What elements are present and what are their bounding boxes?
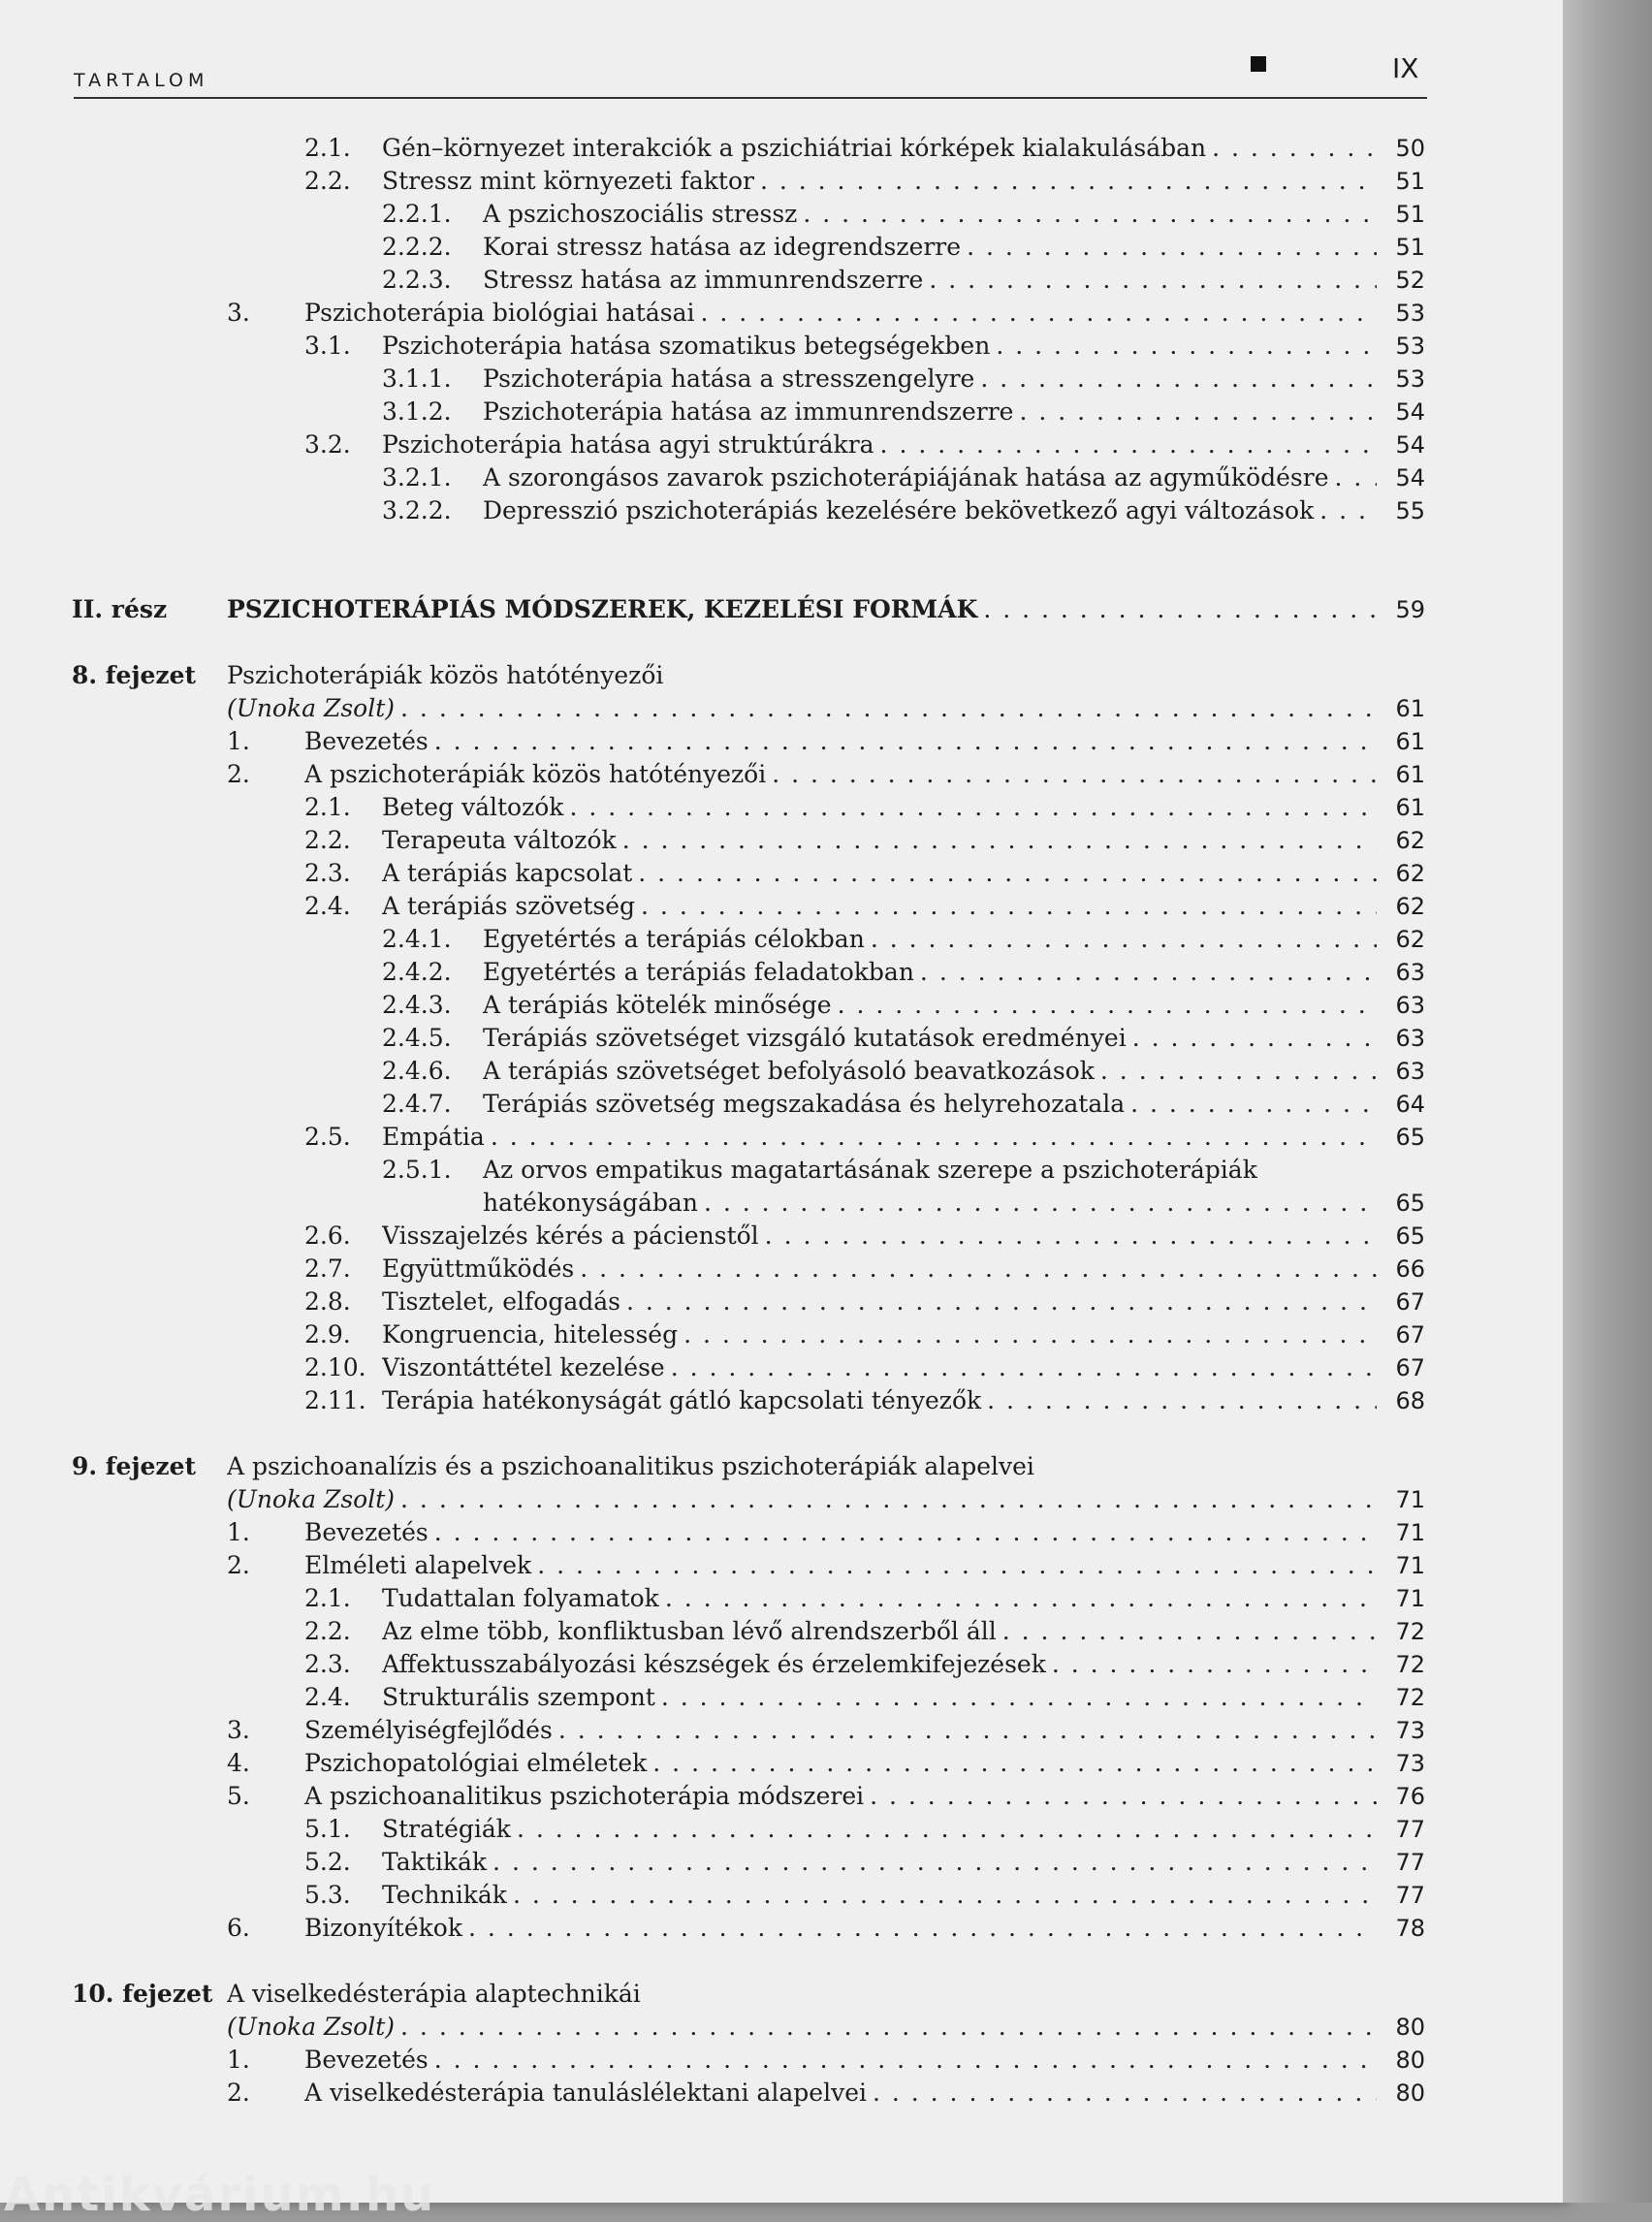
toc-page-number: 71 bbox=[1395, 1519, 1425, 1546]
toc-section-label: 8. fejezet bbox=[72, 661, 197, 689]
page-edge bbox=[1563, 0, 1652, 2203]
toc-entry-title: Stratégiák bbox=[382, 1815, 511, 1843]
toc-entry bbox=[0, 396, 1563, 429]
toc-entry-title: A terápiás szövetség bbox=[382, 892, 636, 920]
toc-page-number: 54 bbox=[1395, 464, 1425, 492]
toc-entry-number: 4. bbox=[227, 1749, 250, 1777]
toc-dot-leader bbox=[864, 1780, 1377, 1813]
toc-page-number: 65 bbox=[1395, 1222, 1425, 1250]
toc-entry bbox=[0, 494, 1563, 527]
toc-entry-title: Stressz mint környezeti faktor bbox=[382, 167, 754, 195]
toc-entry-number: 3.1.1. bbox=[382, 365, 452, 393]
toc-section-label: 10. fejezet bbox=[72, 1980, 213, 2008]
toc-dot-leader bbox=[429, 725, 1377, 758]
toc-page-number: 72 bbox=[1395, 1651, 1425, 1678]
toc-page-number: 64 bbox=[1395, 1091, 1425, 1118]
toc-entry-title: Pszichoterápia biológiai hatásai bbox=[304, 299, 695, 327]
toc-entry-number: 2.4.6. bbox=[382, 1057, 452, 1085]
toc-page-number: 76 bbox=[1395, 1783, 1425, 1810]
toc-entry bbox=[0, 1483, 1563, 1516]
toc-entry-number: 2.2. bbox=[304, 1617, 351, 1645]
toc-entry-number: 2.2. bbox=[304, 826, 351, 854]
toc-page-number: 62 bbox=[1395, 893, 1425, 920]
toc-dot-leader bbox=[766, 758, 1377, 791]
toc-entry-title: Terapeuta változók bbox=[382, 826, 617, 854]
toc-entry-number: 2.8. bbox=[304, 1287, 351, 1316]
toc-page-number: 59 bbox=[1395, 596, 1425, 623]
toc-dot-leader bbox=[1095, 1055, 1377, 1088]
toc-entry-number: 2.11. bbox=[304, 1386, 366, 1414]
toc-entry-title: Bevezetés bbox=[304, 1518, 429, 1546]
toc-entry-title: A pszichoterápiák közös hatótényezői bbox=[304, 760, 767, 788]
toc-entry bbox=[0, 1450, 1563, 1483]
toc-dot-leader bbox=[961, 231, 1377, 264]
toc-entry-title: Bevezetés bbox=[304, 2046, 429, 2074]
toc-entry bbox=[0, 1714, 1563, 1747]
toc-entry-title: Taktikák bbox=[382, 1848, 488, 1876]
toc-entry bbox=[0, 1384, 1563, 1417]
toc-entry bbox=[0, 1879, 1563, 1912]
toc-entry-title: A terápiás kötelék minősége bbox=[483, 991, 832, 1019]
toc-dot-leader bbox=[553, 1714, 1377, 1747]
toc-entry-title: Bevezetés bbox=[304, 727, 429, 755]
toc-dot-leader bbox=[647, 1747, 1377, 1780]
toc-entry-number: 3.1.2. bbox=[382, 397, 452, 426]
running-header-label: TARTALOM bbox=[74, 70, 209, 91]
toc-entry-title: Pszichoterápia hatása agyi struktúrákra bbox=[382, 430, 874, 459]
toc-entry bbox=[0, 1318, 1563, 1351]
toc-dot-leader bbox=[1206, 132, 1377, 165]
toc-entry-number: 5. bbox=[227, 1782, 250, 1810]
toc-dot-leader bbox=[914, 956, 1377, 989]
toc-page-number: 77 bbox=[1395, 1882, 1425, 1909]
toc-page-number: 50 bbox=[1395, 135, 1425, 162]
toc-entry bbox=[0, 1780, 1563, 1813]
toc-page-number: 71 bbox=[1395, 1585, 1425, 1612]
toc-entry-number: 1. bbox=[227, 1518, 250, 1546]
toc-entry bbox=[0, 1088, 1563, 1121]
toc-page-number: 52 bbox=[1395, 267, 1425, 294]
toc-page-number: 54 bbox=[1395, 398, 1425, 426]
toc-page-number: 61 bbox=[1395, 761, 1425, 788]
toc-page-number: 51 bbox=[1395, 168, 1425, 195]
toc-dot-leader bbox=[531, 1549, 1377, 1582]
toc-entry bbox=[0, 1681, 1563, 1714]
toc-entry-number: 2.7. bbox=[304, 1254, 351, 1283]
toc-entry-title: (Unoka Zsolt) bbox=[227, 694, 396, 722]
toc-page-number: 68 bbox=[1395, 1387, 1425, 1414]
toc-dot-leader bbox=[797, 198, 1377, 231]
toc-entry-title: Terápiás szövetséget vizsgáló kutatások eredményei bbox=[483, 1024, 1127, 1052]
toc-entry-title: Pszichoterápiák közös hatótényezői bbox=[227, 661, 664, 689]
toc-page-number: 67 bbox=[1395, 1354, 1425, 1381]
toc-dot-leader bbox=[485, 1121, 1377, 1154]
toc-dot-leader bbox=[655, 1681, 1377, 1714]
toc-dot-leader bbox=[617, 824, 1377, 857]
toc-entry-title: Korai stressz hatása az idegrendszerre bbox=[483, 233, 962, 261]
toc-entry bbox=[0, 989, 1563, 1022]
toc-entry-number: 2.4.7. bbox=[382, 1090, 452, 1118]
toc-entry-number: 2.3. bbox=[304, 1650, 351, 1678]
toc-entry-number: 2.5. bbox=[304, 1123, 351, 1151]
toc-dot-leader bbox=[635, 890, 1377, 923]
toc-entry bbox=[0, 1978, 1563, 2011]
toc-entry-number: 2.6. bbox=[304, 1222, 351, 1250]
toc-entry bbox=[0, 461, 1563, 494]
toc-entry bbox=[0, 297, 1563, 330]
toc-entry bbox=[0, 2077, 1563, 2110]
toc-dot-leader bbox=[997, 1615, 1377, 1648]
toc-page-number: 63 bbox=[1395, 959, 1425, 986]
toc-entry-number: 3. bbox=[227, 299, 250, 327]
toc-dot-leader bbox=[698, 1187, 1377, 1220]
toc-entry-title: Az orvos empatikus magatartásának szerepe a pszichoterápiák bbox=[483, 1156, 1257, 1184]
toc-entry-title: Terápiás szövetség megszakadása és helyrehozatala bbox=[483, 1090, 1126, 1118]
toc-entry bbox=[0, 1286, 1563, 1318]
toc-dot-leader bbox=[487, 1846, 1377, 1879]
toc-entry-title: Strukturális szempont bbox=[382, 1683, 655, 1711]
toc-entry-title: A viselkedésterápia tanuláslélektani alapelvei bbox=[304, 2079, 867, 2107]
toc-page-number: 61 bbox=[1395, 695, 1425, 722]
toc-dot-leader bbox=[977, 593, 1377, 626]
toc-entry-title: Egyetértés a terápiás célokban bbox=[483, 925, 865, 953]
toc-entry bbox=[0, 1846, 1563, 1879]
toc-page-number: 65 bbox=[1395, 1124, 1425, 1151]
toc-entry-title: Pszichoterápia hatása szomatikus betegségekben bbox=[382, 332, 991, 360]
toc-entry bbox=[0, 692, 1563, 725]
toc-entry bbox=[0, 1582, 1563, 1615]
toc-entry-title: Egyetértés a terápiás feladatokban bbox=[483, 958, 914, 986]
toc-entry bbox=[0, 1912, 1563, 1945]
toc-entry-title: Pszichopatológiai elméletek bbox=[304, 1749, 648, 1777]
toc-entry bbox=[0, 1516, 1563, 1549]
toc-entry-title: A szorongásos zavarok pszichoterápiájának hatása az agyműködésre bbox=[483, 463, 1329, 492]
toc-page-number: 63 bbox=[1395, 1025, 1425, 1052]
toc-entry-title: PSZICHOTERÁPIÁS MÓDSZEREK, KEZELÉSI FORMÁK bbox=[227, 595, 978, 623]
toc-entry-number: 2.1. bbox=[304, 793, 351, 821]
toc-entry-number: 1. bbox=[227, 727, 250, 755]
toc-dot-leader bbox=[563, 791, 1377, 824]
toc-entry-number: 2.4.1. bbox=[382, 925, 452, 953]
toc-entry-number: 2.2.1. bbox=[382, 200, 452, 228]
toc-entry bbox=[0, 1187, 1563, 1220]
toc-entry bbox=[0, 1220, 1563, 1253]
toc-dot-leader bbox=[678, 1318, 1377, 1351]
toc-entry bbox=[0, 429, 1563, 461]
toc-entry-title: Empátia bbox=[382, 1123, 485, 1151]
toc-entry-title: (Unoka Zsolt) bbox=[227, 2013, 396, 2041]
toc-section-label: II. rész bbox=[72, 595, 168, 623]
toc-entry-title: Együttműködés bbox=[382, 1254, 575, 1283]
toc-dot-leader bbox=[1127, 1022, 1377, 1055]
toc-entry-number: 1. bbox=[227, 2046, 250, 2074]
toc-dot-leader bbox=[462, 1912, 1377, 1945]
toc-dot-leader bbox=[1046, 1648, 1377, 1681]
toc-entry bbox=[0, 659, 1563, 692]
toc-dot-leader bbox=[507, 1879, 1377, 1912]
page-number: IX bbox=[1392, 52, 1419, 84]
toc-entry-title: Technikák bbox=[382, 1881, 507, 1909]
toc-entry-number: 5.2. bbox=[304, 1848, 351, 1876]
toc-entry-title: Bizonyítékok bbox=[304, 1914, 463, 1942]
toc-entry-number: 5.3. bbox=[304, 1881, 351, 1909]
toc-dot-leader bbox=[659, 1582, 1377, 1615]
toc-entry-number: 2.4.2. bbox=[382, 958, 452, 986]
toc-entry bbox=[0, 923, 1563, 956]
toc-page-number: 67 bbox=[1395, 1321, 1425, 1349]
toc-dot-leader bbox=[395, 692, 1377, 725]
toc-entry bbox=[0, 1253, 1563, 1286]
toc-entry-title: A terápiás szövetséget befolyásoló beavatkozások bbox=[483, 1057, 1095, 1085]
toc-entry-number: 2.4.3. bbox=[382, 991, 452, 1019]
toc-dot-leader bbox=[429, 1516, 1377, 1549]
toc-entry-number: 2. bbox=[227, 2079, 250, 2107]
toc-entry bbox=[0, 1813, 1563, 1846]
toc-entry-number: 3.2.1. bbox=[382, 463, 452, 492]
toc-entry-title: hatékonyságában bbox=[483, 1189, 698, 1217]
toc-entry-title: Gén–környezet interakciók a pszichiátriai kórképek kialakulásában bbox=[382, 134, 1207, 162]
toc-entry-title: Elméleti alapelvek bbox=[304, 1551, 532, 1579]
toc-entry-title: Stressz hatása az immunrendszerre bbox=[483, 266, 924, 294]
toc-page-number: 62 bbox=[1395, 926, 1425, 953]
toc-page-number: 63 bbox=[1395, 1058, 1425, 1085]
toc-page-number: 80 bbox=[1395, 2014, 1425, 2041]
toc-entry bbox=[0, 1747, 1563, 1780]
toc-entry-number: 2.4. bbox=[304, 1683, 351, 1711]
toc-entry-title: A pszichoanalízis és a pszichoanalitikus pszichoterápiák alapelvei bbox=[227, 1452, 1034, 1480]
toc-page-number: 54 bbox=[1395, 431, 1425, 459]
toc-entry bbox=[0, 330, 1563, 363]
toc-dot-leader bbox=[923, 264, 1377, 297]
toc-entry bbox=[0, 198, 1563, 231]
toc-entry-number: 2.5.1. bbox=[382, 1156, 452, 1184]
toc-entry-number: 5.1. bbox=[304, 1815, 351, 1843]
toc-entry bbox=[0, 264, 1563, 297]
toc-entry-number: 6. bbox=[227, 1914, 250, 1942]
toc-entry bbox=[0, 890, 1563, 923]
toc-page-number: 77 bbox=[1395, 1816, 1425, 1843]
toc-page-number: 66 bbox=[1395, 1255, 1425, 1283]
toc-page-number: 51 bbox=[1395, 234, 1425, 261]
toc-page-number: 51 bbox=[1395, 201, 1425, 228]
toc-entry bbox=[0, 758, 1563, 791]
toc-entry-number: 3.1. bbox=[304, 332, 351, 360]
toc-page-number: 61 bbox=[1395, 794, 1425, 821]
toc-dot-leader bbox=[981, 1384, 1377, 1417]
toc-page-number: 53 bbox=[1395, 333, 1425, 360]
toc-entry-number: 3.2.2. bbox=[382, 496, 452, 524]
toc-entry bbox=[0, 1154, 1563, 1187]
toc-entry-title: (Unoka Zsolt) bbox=[227, 1485, 396, 1513]
toc-entry-title: Affektusszabályozási készségek és érzelemkifejezések bbox=[382, 1650, 1046, 1678]
toc-dot-leader bbox=[665, 1351, 1377, 1384]
toc-entry bbox=[0, 231, 1563, 264]
toc-entry-title: Terápia hatékonyságát gátló kapcsolati tényezők bbox=[382, 1386, 982, 1414]
toc-entry-number: 2.1. bbox=[304, 1584, 351, 1612]
toc-dot-leader bbox=[395, 2011, 1377, 2044]
toc-entry bbox=[0, 857, 1563, 890]
toc-entry bbox=[0, 2011, 1563, 2044]
toc-entry-title: Kongruencia, hitelesség bbox=[382, 1320, 679, 1349]
toc-page-number: 67 bbox=[1395, 1288, 1425, 1316]
toc-dot-leader bbox=[754, 165, 1377, 198]
toc-entry-number: 2.4.5. bbox=[382, 1024, 452, 1052]
toc-section-label: 9. fejezet bbox=[72, 1452, 197, 1480]
toc-entry bbox=[0, 1549, 1563, 1582]
toc-page-number: 53 bbox=[1395, 300, 1425, 327]
toc-page-number: 72 bbox=[1395, 1684, 1425, 1711]
toc-entry bbox=[0, 1055, 1563, 1088]
toc-dot-leader bbox=[1125, 1088, 1377, 1121]
toc-dot-leader bbox=[694, 297, 1377, 330]
toc-entry-number: 2.2. bbox=[304, 167, 351, 195]
toc-page-number: 80 bbox=[1395, 2047, 1425, 2074]
toc-page-number: 78 bbox=[1395, 1915, 1425, 1942]
toc-dot-leader bbox=[574, 1253, 1377, 1286]
toc-page-number: 72 bbox=[1395, 1618, 1425, 1645]
toc-dot-leader bbox=[395, 1483, 1377, 1516]
toc-page-number: 73 bbox=[1395, 1750, 1425, 1777]
toc-entry bbox=[0, 1615, 1563, 1648]
toc-entry-title: Tudattalan folyamatok bbox=[382, 1584, 659, 1612]
toc-entry-number: 3. bbox=[227, 1716, 250, 1744]
toc-dot-leader bbox=[865, 923, 1377, 956]
toc-entry-title: Depresszió pszichoterápiás kezelésére bekövetkező agyi változások bbox=[483, 496, 1315, 524]
toc-entry bbox=[0, 132, 1563, 165]
toc-dot-leader bbox=[620, 1286, 1377, 1318]
toc-page-number: 65 bbox=[1395, 1190, 1425, 1217]
toc-entry-number: 2.2.2. bbox=[382, 233, 452, 261]
toc-page-number: 62 bbox=[1395, 827, 1425, 854]
toc-entry bbox=[0, 1121, 1563, 1154]
toc-dot-leader bbox=[1329, 461, 1377, 494]
toc-dot-leader bbox=[990, 330, 1377, 363]
toc-dot-leader bbox=[874, 429, 1377, 461]
toc-dot-leader bbox=[429, 2044, 1377, 2077]
toc-entry bbox=[0, 363, 1563, 396]
toc-entry bbox=[0, 1022, 1563, 1055]
toc-entry-number: 2.2.3. bbox=[382, 266, 452, 294]
toc-dot-leader bbox=[867, 2077, 1377, 2110]
toc-page-number: 73 bbox=[1395, 1717, 1425, 1744]
toc-page-number: 80 bbox=[1395, 2079, 1425, 2107]
toc-entry-number: 2.10. bbox=[304, 1353, 366, 1381]
toc-entry-title: A pszichoszociális stressz bbox=[483, 200, 798, 228]
toc-dot-leader bbox=[974, 363, 1377, 396]
toc-page-number: 62 bbox=[1395, 860, 1425, 887]
toc-entry-title: A pszichoanalitikus pszichoterápia módszerei bbox=[304, 1782, 865, 1810]
toc-dot-leader bbox=[511, 1813, 1377, 1846]
toc-entry bbox=[0, 1648, 1563, 1681]
toc-page-number: 71 bbox=[1395, 1486, 1425, 1513]
toc-entry-title: A terápiás kapcsolat bbox=[382, 859, 633, 887]
toc-entry-number: 2. bbox=[227, 760, 250, 788]
toc-entry-number: 2. bbox=[227, 1551, 250, 1579]
toc-dot-leader bbox=[832, 989, 1377, 1022]
toc-entry-number: 2.3. bbox=[304, 859, 351, 887]
watermark: Antikvárium.hu bbox=[4, 2168, 436, 2222]
toc-entry bbox=[0, 725, 1563, 758]
toc-entry-title: Viszontáttétel kezelése bbox=[382, 1353, 665, 1381]
toc-entry bbox=[0, 791, 1563, 824]
toc-entry-number: 2.9. bbox=[304, 1320, 351, 1349]
toc-dot-leader bbox=[1314, 494, 1377, 527]
toc-dot-leader bbox=[759, 1220, 1377, 1253]
toc-page-number: 61 bbox=[1395, 728, 1425, 755]
toc-entry-title: A viselkedésterápia alaptechnikái bbox=[227, 1980, 641, 2008]
toc-entry-number: 2.1. bbox=[304, 134, 351, 162]
toc-page-number: 55 bbox=[1395, 497, 1425, 524]
toc-entry bbox=[0, 1351, 1563, 1384]
toc-page-number: 71 bbox=[1395, 1552, 1425, 1579]
toc-entry-number: 3.2. bbox=[304, 430, 351, 459]
toc-entry bbox=[0, 824, 1563, 857]
toc-entry bbox=[0, 2044, 1563, 2077]
toc-page-number: 77 bbox=[1395, 1849, 1425, 1876]
toc-entry-number: 2.4. bbox=[304, 892, 351, 920]
toc-page-number: 63 bbox=[1395, 992, 1425, 1019]
toc-entry-title: Pszichoterápia hatása az immunrendszerre bbox=[483, 397, 1014, 426]
toc-entry bbox=[0, 956, 1563, 989]
toc-entry-title: Személyiségfejlődés bbox=[304, 1716, 553, 1744]
toc-entry-title: Tisztelet, elfogadás bbox=[382, 1287, 620, 1316]
toc-entry-title: Pszichoterápia hatása a stresszengelyre bbox=[483, 365, 975, 393]
toc-entry bbox=[0, 165, 1563, 198]
toc-dot-leader bbox=[1013, 396, 1377, 429]
toc-dot-leader bbox=[632, 857, 1377, 890]
toc-page-number: 53 bbox=[1395, 365, 1425, 393]
toc-entry bbox=[0, 593, 1563, 626]
toc-entry-title: Beteg változók bbox=[382, 793, 564, 821]
toc-entry-title: Visszajelzés kérés a pácienstől bbox=[382, 1222, 759, 1250]
toc-entry-title: Az elme több, konfliktusban lévő alrendszerből áll bbox=[382, 1617, 997, 1645]
